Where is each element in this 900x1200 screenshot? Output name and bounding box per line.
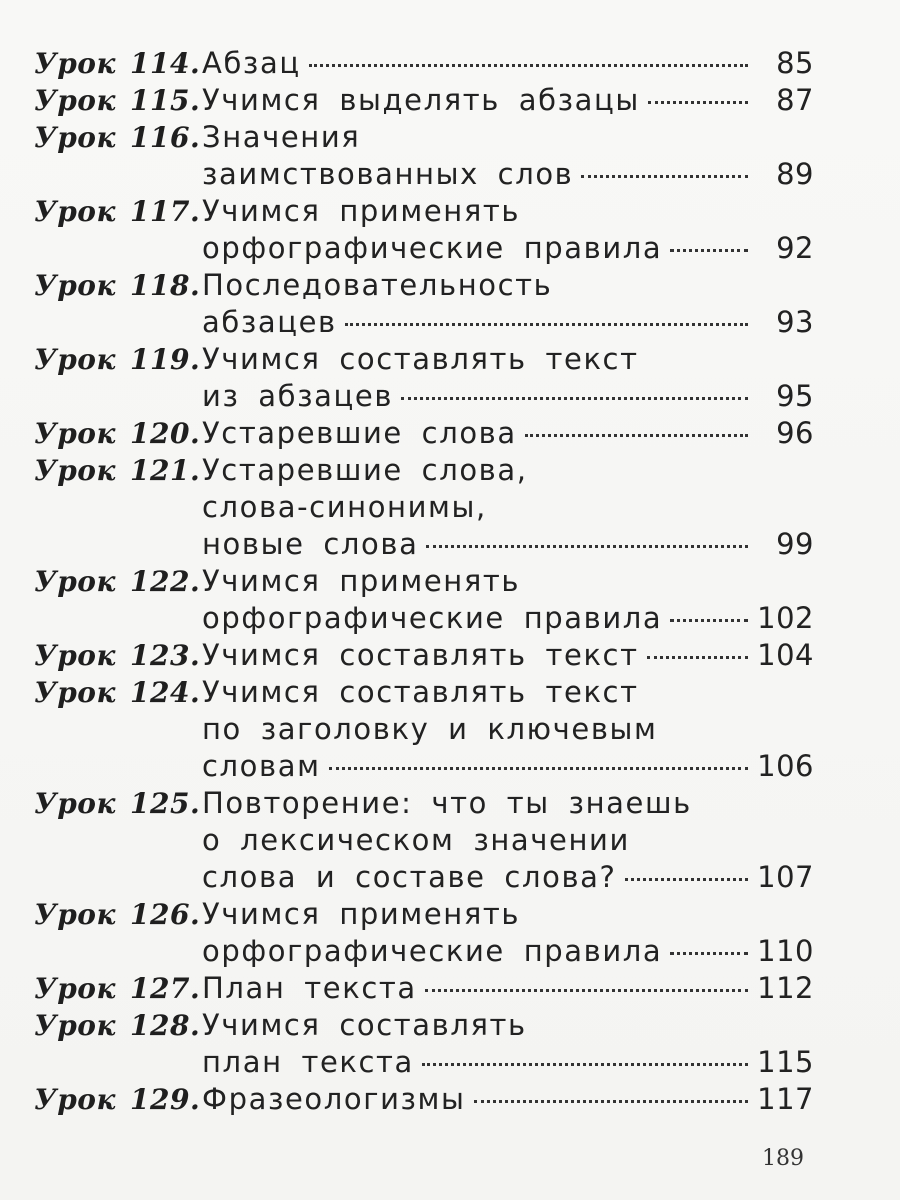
lesson-word: Урок: [34, 454, 116, 487]
page-number: 106: [757, 749, 814, 783]
toc-line: [34, 934, 814, 971]
lesson-number: 115.: [130, 84, 201, 117]
toc-entry: [34, 46, 814, 83]
lesson-number: 123.: [130, 639, 201, 672]
toc-entry: [34, 564, 814, 638]
dot-leader: [670, 619, 748, 622]
lesson-label: [34, 972, 202, 1005]
toc-line: [34, 342, 814, 379]
lesson-title: абзацев: [202, 305, 337, 339]
lesson-label: [34, 84, 202, 117]
toc-entry: [34, 786, 814, 897]
toc-entry: [34, 971, 814, 1008]
dot-leader: [401, 397, 748, 400]
toc-entry: [34, 120, 814, 194]
toc-line: [34, 157, 814, 194]
lesson-title: Устаревшие слова,: [202, 453, 528, 487]
lesson-label: [34, 565, 202, 598]
toc-entry: [34, 1082, 814, 1119]
lesson-label: [34, 269, 202, 302]
lesson-label: [34, 676, 202, 709]
lesson-number: 127.: [130, 972, 201, 1005]
lesson-number: 116.: [130, 121, 201, 154]
toc-entry: [34, 416, 814, 453]
dot-leader: [625, 878, 749, 881]
lesson-title: Учимся составлять: [202, 1008, 527, 1042]
toc-line: [34, 1082, 814, 1119]
lesson-word: Урок: [34, 565, 116, 598]
lesson-label: [34, 787, 202, 820]
page-number: 93: [776, 305, 814, 339]
lesson-word: Урок: [34, 676, 116, 709]
toc-line: [34, 823, 814, 860]
toc-line: [34, 268, 814, 305]
page-number: 112: [757, 971, 814, 1005]
toc-line: [34, 971, 814, 1008]
lesson-word: Урок: [34, 343, 116, 376]
toc-line: [34, 1008, 814, 1045]
page-number: 87: [776, 83, 814, 117]
toc-line: [34, 305, 814, 342]
lesson-title: Учимся применять: [202, 564, 521, 598]
lesson-title: Значения: [202, 120, 361, 154]
lesson-word: Урок: [34, 195, 116, 228]
lesson-word: Урок: [34, 417, 116, 450]
page-number: 102: [757, 601, 814, 635]
lesson-number: 125.: [130, 787, 201, 820]
lesson-title: из абзацев: [202, 379, 394, 413]
toc-entry: [34, 194, 814, 268]
lesson-word: Урок: [34, 269, 116, 302]
lesson-label: [34, 343, 202, 376]
lesson-number: 114.: [130, 47, 201, 80]
toc-line: [34, 749, 814, 786]
lesson-word: Урок: [34, 47, 116, 80]
page-number: 99: [776, 527, 814, 561]
toc-line: [34, 601, 814, 638]
lesson-word: Урок: [34, 787, 116, 820]
lesson-number: 122.: [130, 565, 201, 598]
toc-line: [34, 786, 814, 823]
dot-leader: [670, 952, 748, 955]
toc-line: [34, 527, 814, 564]
lesson-title: Повторение: что ты знаешь: [202, 786, 692, 820]
lesson-word: Урок: [34, 639, 116, 672]
lesson-label: [34, 47, 202, 80]
lesson-number: 121.: [130, 454, 201, 487]
dot-leader: [474, 1100, 748, 1103]
toc-entry: [34, 342, 814, 416]
lesson-word: Урок: [34, 84, 116, 117]
lesson-label: [34, 639, 202, 672]
lesson-title: Учимся применять: [202, 194, 521, 228]
toc-entry: [34, 83, 814, 120]
lesson-title: Устаревшие слова: [202, 416, 517, 450]
toc-line: [34, 379, 814, 416]
page-number: 85: [776, 46, 814, 80]
table-of-contents: [34, 46, 814, 1119]
dot-leader: [422, 1063, 748, 1066]
page-number: 104: [757, 638, 814, 672]
toc-line: [34, 675, 814, 712]
lesson-title: план текста: [202, 1045, 414, 1079]
page-number: 95: [776, 379, 814, 413]
toc-entry: [34, 268, 814, 342]
lesson-label: [34, 898, 202, 931]
lesson-label: [34, 195, 202, 228]
dot-leader: [425, 989, 748, 992]
lesson-title: Учимся составлять текст: [202, 342, 639, 376]
page-folio: 189: [762, 1146, 804, 1171]
lesson-number: 120.: [130, 417, 201, 450]
toc-entry: [34, 1008, 814, 1082]
lesson-title: Учимся применять: [202, 897, 521, 931]
toc-line: [34, 83, 814, 120]
lesson-title: Фразеологизмы: [202, 1082, 466, 1116]
dot-leader: [426, 545, 748, 548]
lesson-number: 117.: [130, 195, 201, 228]
lesson-number: 126.: [130, 898, 201, 931]
lesson-title: Учимся составлять текст: [202, 675, 639, 709]
dot-leader: [581, 175, 748, 178]
lesson-number: 128.: [130, 1009, 201, 1042]
page-number: 96: [776, 416, 814, 450]
lesson-title: заимствованных слов: [202, 157, 574, 191]
toc-line: [34, 1045, 814, 1082]
lesson-label: [34, 454, 202, 487]
toc-entry: [34, 638, 814, 675]
toc-line: [34, 638, 814, 675]
page-number: 110: [757, 934, 814, 968]
page-number: 117: [757, 1082, 814, 1116]
lesson-title: о лексическом значении: [202, 823, 630, 857]
lesson-label: [34, 1083, 202, 1116]
toc-line: [34, 231, 814, 268]
dot-leader: [329, 767, 748, 770]
page-number: 89: [776, 157, 814, 191]
lesson-title: по заголовку и ключевым: [202, 712, 658, 746]
lesson-word: Урок: [34, 1083, 116, 1116]
dot-leader: [309, 64, 748, 67]
toc-line: [34, 564, 814, 601]
lesson-word: Урок: [34, 898, 116, 931]
toc-entry: [34, 897, 814, 971]
toc-line: [34, 897, 814, 934]
lesson-word: Урок: [34, 972, 116, 1005]
lesson-number: 124.: [130, 676, 201, 709]
page-number: 92: [776, 231, 814, 265]
toc-line: [34, 120, 814, 157]
toc-line: [34, 416, 814, 453]
lesson-title: слова-синонимы,: [202, 490, 487, 524]
lesson-label: [34, 1009, 202, 1042]
toc-entry: [34, 453, 814, 564]
lesson-title: Учимся составлять текст: [202, 638, 639, 672]
toc-line: [34, 712, 814, 749]
lesson-title: Последовательность: [202, 268, 553, 302]
lesson-title: слова и составе слова?: [202, 860, 617, 894]
dot-leader: [670, 249, 748, 252]
lesson-label: [34, 417, 202, 450]
lesson-title: орфографические правила: [202, 934, 663, 968]
lesson-label: [34, 121, 202, 154]
lesson-number: 129.: [130, 1083, 201, 1116]
lesson-title: орфографические правила: [202, 231, 663, 265]
lesson-word: Урок: [34, 1009, 116, 1042]
toc-line: [34, 860, 814, 897]
toc-line: [34, 46, 814, 83]
toc-line: [34, 194, 814, 231]
lesson-number: 119.: [130, 343, 201, 376]
lesson-title: словам: [202, 749, 321, 783]
lesson-title: новые слова: [202, 527, 419, 561]
lesson-number: 118.: [130, 269, 201, 302]
lesson-title: орфографические правила: [202, 601, 663, 635]
dot-leader: [345, 323, 748, 326]
lesson-title: Абзац: [202, 46, 301, 80]
dot-leader: [648, 101, 748, 104]
lesson-title: План текста: [202, 971, 417, 1005]
dot-leader: [647, 656, 748, 659]
lesson-title: Учимся выделять абзацы: [202, 83, 640, 117]
page-number: 115: [757, 1045, 814, 1079]
lesson-word: Урок: [34, 121, 116, 154]
toc-line: [34, 490, 814, 527]
dot-leader: [525, 434, 748, 437]
toc-line: [34, 453, 814, 490]
toc-entry: [34, 675, 814, 786]
page-number: 107: [757, 860, 814, 894]
